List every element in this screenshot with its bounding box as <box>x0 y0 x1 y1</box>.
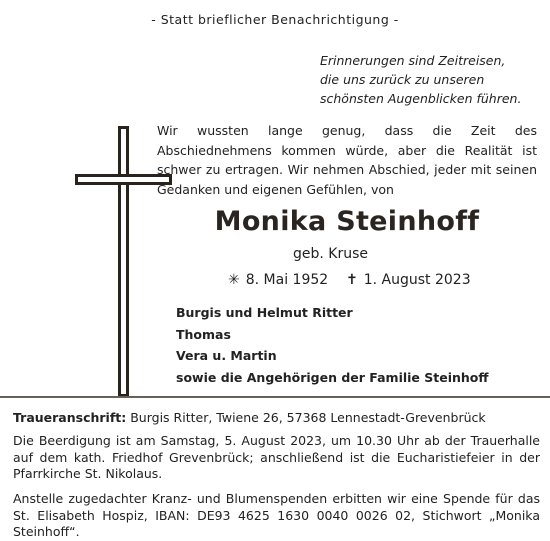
birth-date <box>228 272 328 288</box>
birth-date-text: 8. Mai 1952 <box>245 272 329 288</box>
maiden-name: geb. Kruse <box>293 246 369 262</box>
poem-quote <box>320 51 521 108</box>
mourners-list <box>176 302 489 388</box>
address-label: Traueranschrift: <box>13 410 127 425</box>
birth-star-icon: ✳ <box>228 272 240 288</box>
poem-line: schönsten Augenblicken führen. <box>320 91 522 106</box>
deceased-name: Monika Steinhoff <box>214 206 480 237</box>
cross-icon <box>118 126 129 397</box>
poem-line: Erinnerungen sind Zeitreisen, <box>320 53 506 68</box>
header-notice: - Statt brieflicher Benachrichtigung - <box>151 12 399 27</box>
death-date <box>346 272 471 288</box>
mourning-address <box>13 410 486 425</box>
mourner-item: Thomas <box>176 326 231 342</box>
mourner-item: sowie die Angehörigen der Familie Steinhoff <box>176 369 489 385</box>
donation-info: Anstelle zugedachter Kranz- und Blumenspenden erbitten wir eine Spende für das St. Elisabeth Hospiz, IBAN: DE93 4625 1630 0040 0026 02, Stichwort „Monika Steinhoff“. <box>13 491 540 539</box>
death-cross-icon: ✝ <box>346 272 358 288</box>
address-value: Burgis Ritter, Twiene 26, 57368 Lennestadt-Grevenbrück <box>130 410 486 425</box>
mourner-item: Vera u. Martin <box>176 348 277 363</box>
funeral-info: Die Beerdigung ist am Samstag, 5. August 2023, um 10.30 Uhr ab der Trauerhalle auf dem kath. Friedhof Grevenbrück; anschließend ist die Eucharistiefeier in der Pfarrkirche St. Nikolaus. <box>13 433 540 481</box>
intro-text: Wir wussten lange genug, dass die Zeit des Abschiednehmens kommen würde, aber die Realität ist schwer zu ertragen. Wir nehmen Abschied, jeder mit seinen Gedanken und eigenen Gefühlen, von <box>157 123 537 197</box>
mourner-item: Burgis und Helmut Ritter <box>176 305 353 320</box>
cross-icon-center <box>121 177 126 182</box>
poem-line: die uns zurück zu unseren <box>320 72 485 87</box>
death-date-text: 1. August 2023 <box>363 272 471 288</box>
divider <box>0 396 550 398</box>
